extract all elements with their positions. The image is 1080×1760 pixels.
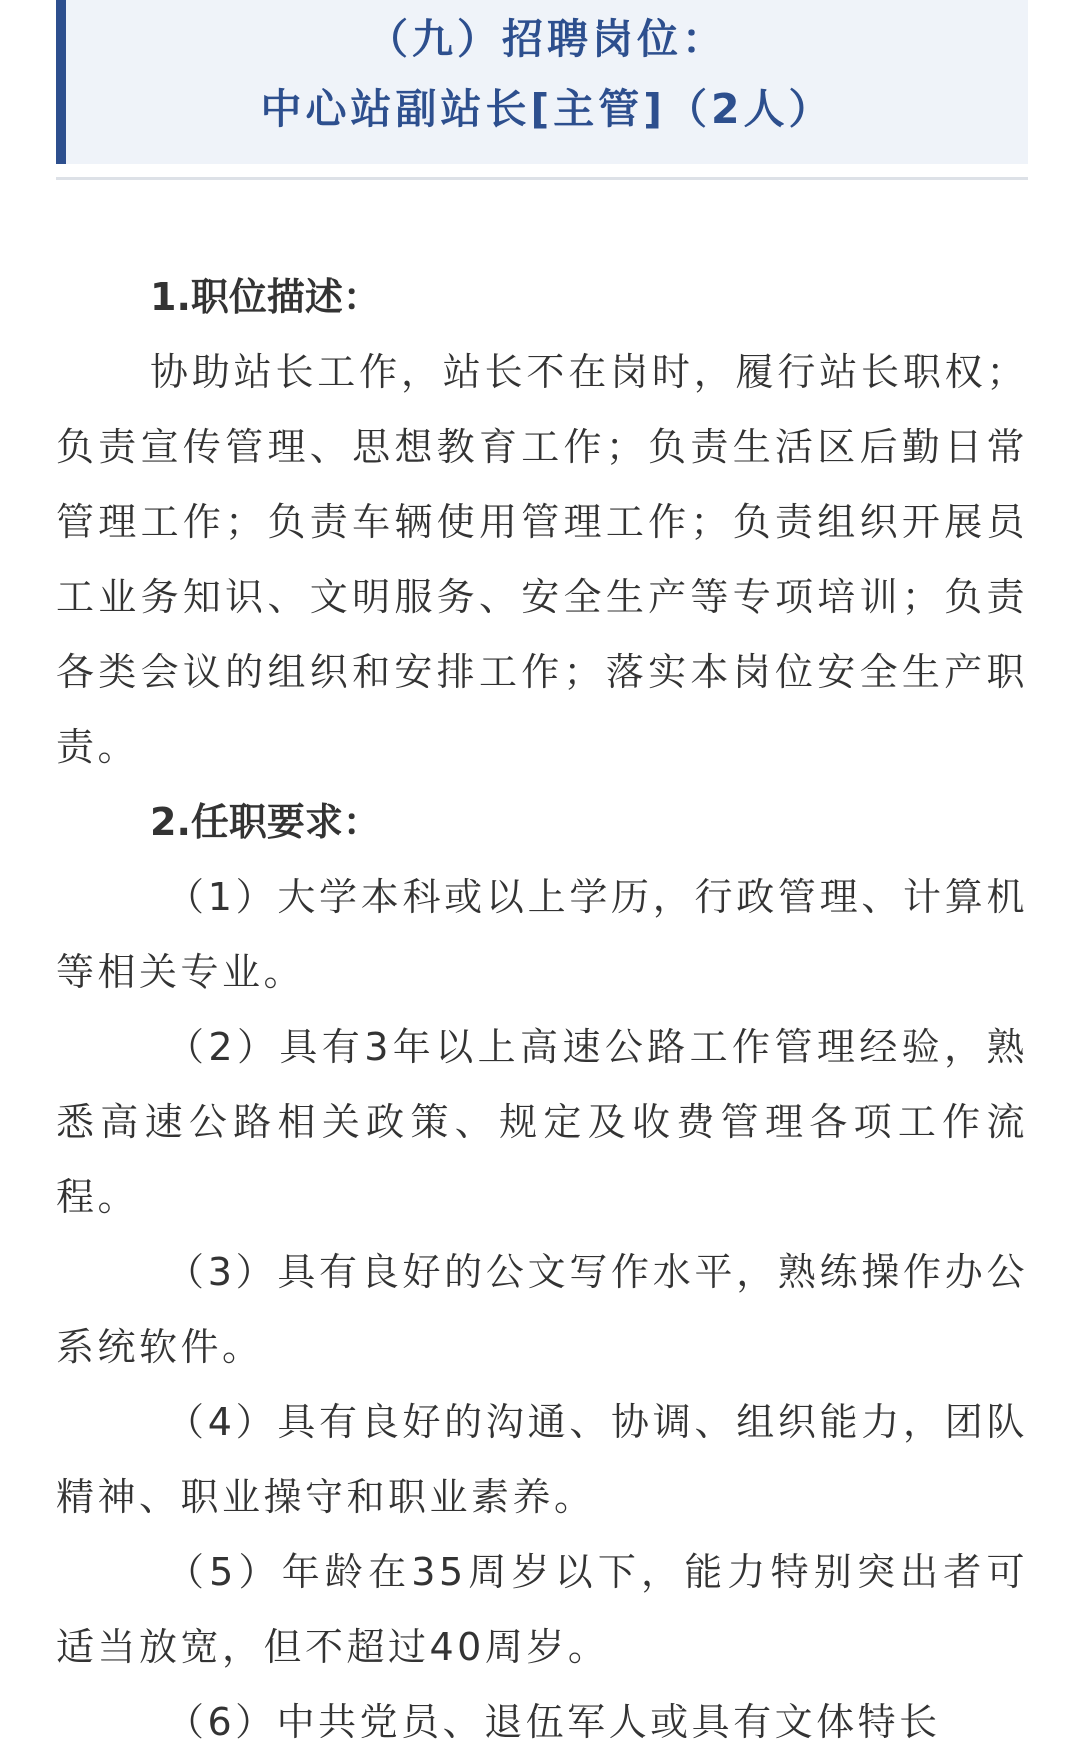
requirement-item-5: （5）年龄在35周岁以下，能力特别突出者可适当放宽，但不超过40周岁。 [56, 1550, 1028, 1669]
section-title-box [56, 0, 1028, 164]
duties-heading: 1.职位描述： [150, 275, 381, 319]
requirement-item-2: （2）具有3年以上高速公路工作管理经验，熟悉高速公路相关政策、规定及收费管理各项工作流程。 [56, 1025, 1028, 1219]
section-title-line-2: 中心站副站长[主管]（2人） [260, 85, 834, 133]
requirements-heading: 2.任职要求： [150, 800, 381, 844]
requirement-item-1: （1）大学本科或以上学历，行政管理、计算机等相关专业。 [56, 875, 1028, 994]
section-divider [56, 177, 1028, 180]
requirement-item-3: （3）具有良好的公文写作水平，熟练操作办公系统软件。 [56, 1250, 1028, 1369]
duties-paragraph: 协助站长工作，站长不在岗时，履行站长职权；负责宣传管理、思想教育工作；负责生活区后勤日常管理工作；负责车辆使用管理工作；负责组织开展员工业务知识、文明服务、安全生产等专项培训；负责各类会议的组织和安排工作；落实本岗位安全生产职责。 [56, 350, 1028, 769]
article-body [56, 260, 1028, 1760]
section-title-line-1: （九）招聘岗位： [367, 15, 727, 63]
requirement-item-6: （6）中共党员、退伍军人或具有文体特长 [166, 1700, 941, 1744]
requirement-item-4: （4）具有良好的沟通、协调、组织能力，团队精神、职业操守和职业素养。 [56, 1400, 1028, 1519]
